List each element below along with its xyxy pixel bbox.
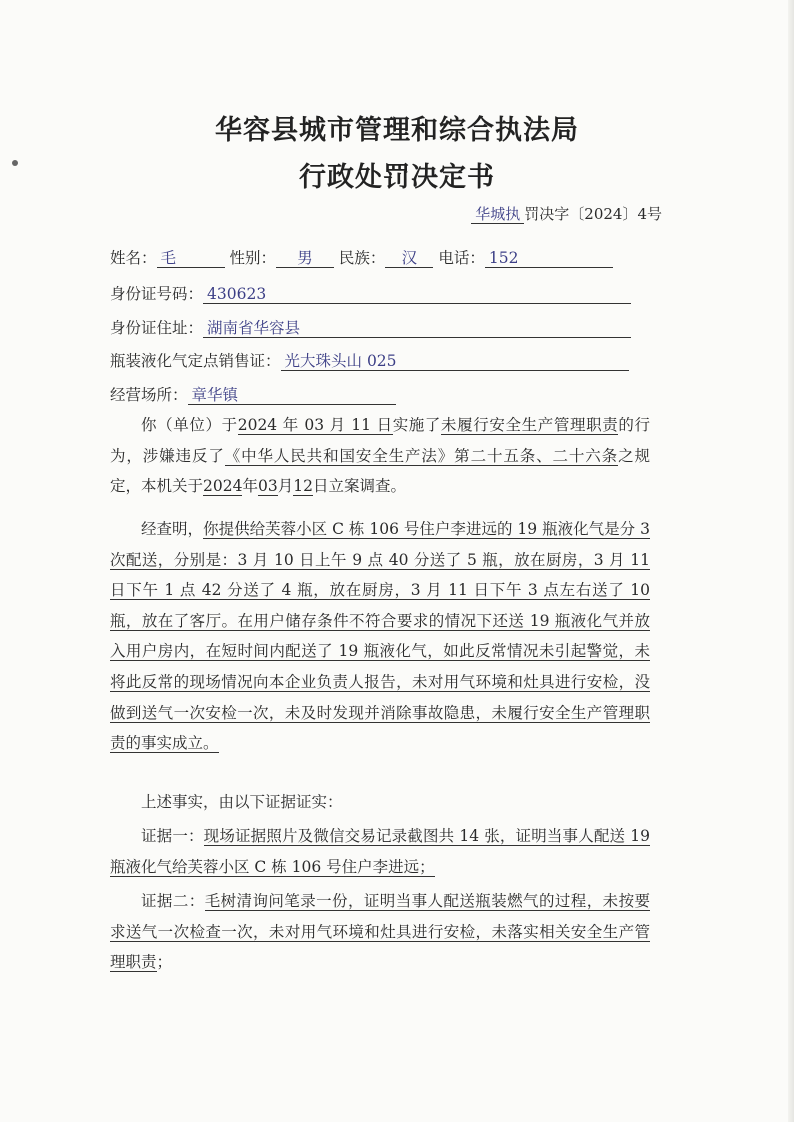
p1-text-a: 你（单位）于 bbox=[141, 416, 238, 434]
findings-text: 你提供给芙蓉小区 C 栋 106 号住户李进远的 19 瓶液化气是分 3 次配送，分别是：3 月 10 日上午 9 点 40 分送了 5 瓶，放在厨房，3 月 11 日下午 1 点 42 分送了 4 瓶，放在厨房，3 月 11 日下午 3 点左右送了 10 瓶，放在了客厅。在用户储存条件不符合要求的情况下还送 19 瓶液化气并放入用户房内，在短时间内配送了 19 瓶液化气，如此反常情况未引起警觉，未将此反常的现场情况向本企业负责人报告，未对用气环境和灶具进行安检，没做到送气一次安检一次，未及时发现并消除事故隐患，未履行安全生产管理职责的事实成立。 bbox=[110, 520, 650, 753]
id-address-row bbox=[110, 316, 631, 338]
business-label: 经营场所： bbox=[110, 386, 188, 404]
violation-act: 未履行安全生产管理职责 bbox=[441, 416, 619, 434]
evidence-intro: 上述事实，由以下证据证实： bbox=[141, 793, 343, 811]
p1-text-d: 之规定，本机关于 bbox=[110, 446, 650, 496]
name-label: 姓名： bbox=[110, 249, 157, 267]
violated-law: 《中华人民共和国安全生产法》第二十五条、二十六条 bbox=[224, 446, 619, 465]
p1-text-f: 月 bbox=[277, 477, 294, 496]
violation-date: 2024 年 03 月 11 日 bbox=[237, 416, 393, 434]
doc-number-prefix: 华城执 bbox=[471, 205, 524, 224]
business-value: 章华镇 bbox=[188, 386, 396, 405]
ethnicity-value: 汉 bbox=[385, 249, 433, 268]
phone-label: 电话： bbox=[438, 249, 485, 267]
gender-value: 男 bbox=[276, 249, 334, 268]
filing-month: 03 bbox=[257, 477, 278, 496]
id-value: 430623 bbox=[203, 285, 631, 304]
license-row bbox=[110, 349, 629, 371]
id-label: 身份证号码： bbox=[110, 285, 204, 303]
doc-number-suffix: 罚决字〔2024〕4号 bbox=[524, 205, 662, 223]
findings-paragraph bbox=[110, 514, 650, 759]
document-title: 行政处罚决定书 bbox=[299, 162, 495, 193]
gender-label: 性别： bbox=[229, 249, 276, 267]
name-value: 毛 bbox=[157, 249, 225, 268]
p1-text-b: 实施了 bbox=[392, 416, 442, 434]
evidence-two-label: 证据二： bbox=[141, 892, 205, 910]
case-paragraph bbox=[110, 410, 650, 502]
license-label: 瓶装液化气定点销售证： bbox=[110, 352, 281, 370]
p2-lead: 经查明， bbox=[141, 520, 204, 538]
evidence-two-text: 毛树清询问笔录一份，证明当事人配送瓶装燃气的过程，未按要求送气一次检查一次，未对用气环境和灶具进行安检，未落实相关安全生产管理职责 bbox=[110, 892, 650, 972]
document-number bbox=[471, 203, 662, 224]
evidence-one bbox=[110, 821, 650, 882]
filing-year: 2024 bbox=[203, 477, 243, 496]
id-number-row bbox=[110, 282, 631, 304]
evidence-two bbox=[110, 886, 650, 978]
ethnicity-label: 民族： bbox=[338, 249, 386, 267]
evidence-one-label: 证据一： bbox=[141, 827, 204, 845]
p1-text-c: 的行为，涉嫌违反了 bbox=[110, 416, 650, 465]
party-info-row bbox=[110, 246, 613, 268]
agency-title: 华容县城市管理和综合执法局 bbox=[215, 115, 579, 146]
address-value: 湖南省华容县 bbox=[203, 319, 631, 338]
p1-text-g: 日立案调查。 bbox=[312, 477, 406, 496]
business-location-row bbox=[110, 383, 396, 405]
p1-text-e: 年 bbox=[242, 477, 258, 496]
filing-day: 12 bbox=[293, 477, 313, 496]
evidence-two-end: ； bbox=[156, 953, 173, 972]
phone-value: 152 bbox=[485, 249, 613, 268]
license-value: 光大珠头山 025 bbox=[281, 352, 629, 371]
evidence-one-text: 现场证据照片及微信交易记录截图共 14 张，证明当事人配送 19 瓶液化气给芙蓉小区 C 栋 106 号住户李进远； bbox=[110, 827, 650, 876]
address-label: 身份证住址： bbox=[110, 319, 204, 337]
